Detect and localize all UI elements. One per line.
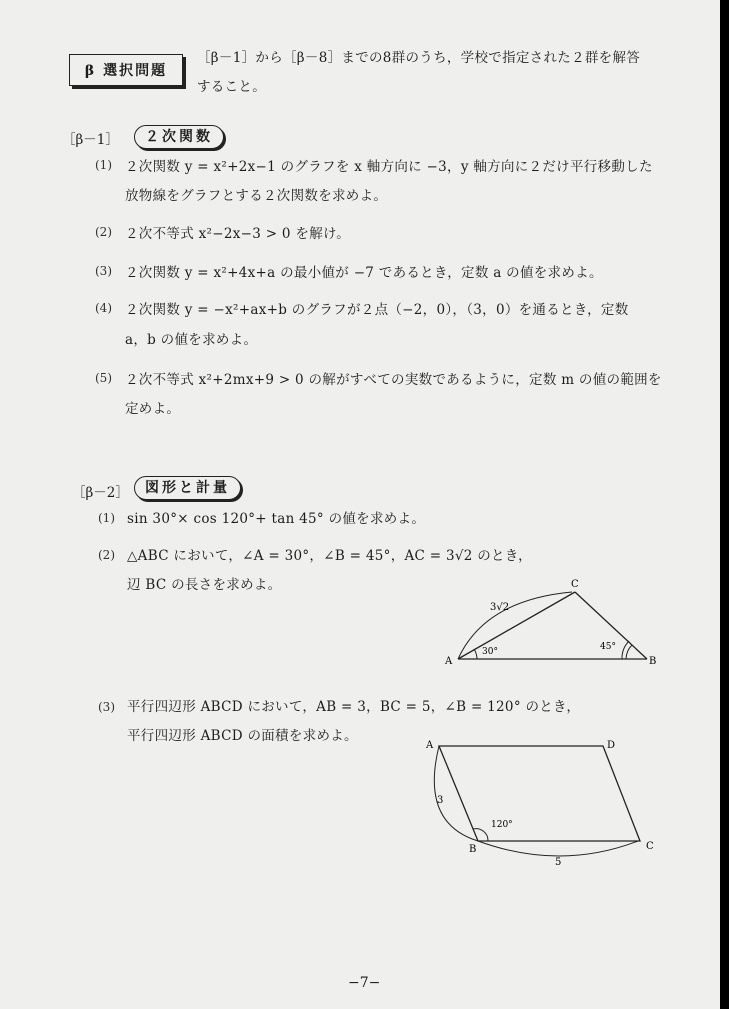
side-ab-label: 3 [437, 795, 444, 806]
page-number: −7− [348, 975, 381, 991]
problem-text-line: ２次関数 y = x²+4x+a の最小値が −7 であるとき，定数 a の値を求めよ。 [125, 265, 603, 281]
problem-number: (2) [98, 548, 115, 562]
triangle-figure [440, 575, 665, 675]
intro-line-2: すること。 [197, 79, 266, 95]
problem-number: (5) [95, 371, 112, 385]
selection-box: β 選択問題 [69, 54, 183, 86]
angle-b-label: 45° [600, 642, 616, 652]
intro-line-1: ［β－1］から［β－8］までの8群のうち，学校で指定された２群を解答 [197, 50, 641, 66]
vertex-c-label: C [646, 841, 654, 852]
parallelogram-shape [439, 746, 640, 841]
vertex-b-label: B [649, 656, 657, 667]
side-bc-arc [478, 841, 638, 856]
vertex-c-label: C [571, 579, 579, 590]
problem-text-line: ２次不等式 x²−2x−3 > 0 を解け。 [125, 226, 351, 242]
side-bc-label: 5 [555, 857, 562, 868]
problem-number: (1) [98, 511, 115, 525]
problem-text-line: 平行四辺形 ABCD において，AB = 3，BC = 5，∠B = 120° のとき， [127, 699, 581, 715]
section-2-title: 図形と計量 [134, 476, 241, 500]
problem-text-line: △ABC において，∠A = 30°，∠B = 45°，AC = 3√2 のとき， [127, 548, 532, 564]
section-1-header: ［β－1］ [62, 132, 119, 148]
vertex-d-label: D [607, 740, 616, 751]
problem-text-line: ２次不等式 x²+2mx+9 > 0 の解がすべての実数であるように，定数 m の値の範囲を [125, 372, 662, 388]
angle-a-label: 30° [482, 647, 498, 657]
problem-text-line: ２次関数 y = −x²+ax+b のグラフが２点（−2，0），（3，0）を通るとき，定数 [125, 302, 629, 318]
angle-a-mark [474, 649, 477, 659]
problem-number: (1) [95, 158, 112, 172]
problem-text-line: 定めよ。 [125, 401, 181, 417]
side-ab-arc [434, 746, 478, 841]
problem-text-line: 辺 BC の長さを求めよ。 [127, 577, 282, 593]
angle-b-label: 120° [491, 820, 513, 830]
side-ac-label: 3√2 [490, 602, 510, 613]
angle-b-mark [626, 645, 632, 659]
vertex-a-label: A [445, 656, 453, 667]
problem-number: (2) [95, 225, 112, 239]
problem-text-line: 放物線をグラフとする２次関数を求めよ。 [125, 188, 388, 204]
section-1-title: ２次関数 [134, 125, 224, 149]
problem-text-line: sin 30°× cos 120°+ tan 45° の値を求めよ。 [127, 511, 426, 527]
vertex-b-label: B [469, 844, 477, 855]
problem-number: (3) [95, 264, 112, 278]
problem-text-line: a，b の値を求めよ。 [125, 332, 258, 348]
problem-number: (3) [98, 700, 115, 714]
triangle-side-ac [458, 592, 575, 659]
problem-text-line: 平行四辺形 ABCD の面積を求めよ。 [127, 728, 358, 744]
problem-text-line: ２次関数 y = x²+2x−1 のグラフを x 軸方向に −3，y 軸方向に２だけ平行移動した [125, 159, 653, 175]
parallelogram-figure [420, 733, 665, 873]
section-2-header: ［β－2］ [72, 485, 129, 501]
vertex-a-label: A [426, 740, 434, 751]
problem-number: (4) [95, 301, 112, 315]
